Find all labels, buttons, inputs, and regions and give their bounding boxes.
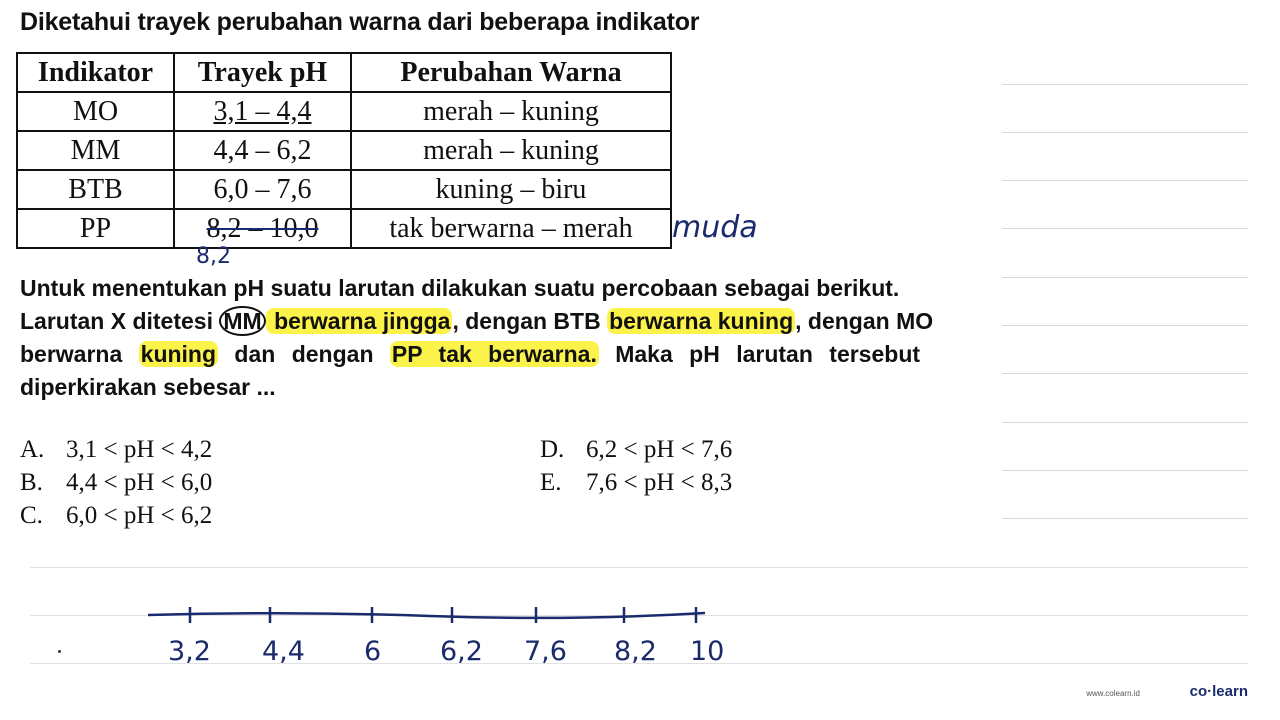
handwritten-correction: 8,2 <box>196 244 231 269</box>
option-text: 7,6 < pH < 8,3 <box>586 469 733 496</box>
number-line-label: 4,4 <box>262 636 305 667</box>
question-line <box>20 305 986 338</box>
question-text-segment: , dengan BTB <box>452 308 608 334</box>
option-key: E. <box>540 469 562 496</box>
table-cell <box>174 209 351 248</box>
brand-logo: co·learn <box>1189 683 1248 700</box>
question-text-segment: Larutan X ditetesi <box>20 308 220 334</box>
dot-mark <box>58 650 61 653</box>
number-line-label: 6,2 <box>440 636 483 667</box>
page-title: Diketahui trayek perubahan warna dari beberapa indikator <box>20 8 700 36</box>
ruled-line <box>1002 422 1248 423</box>
option-d[interactable] <box>540 436 732 464</box>
highlighted-text: kuning <box>140 341 217 367</box>
question-text-segment: , dengan MO <box>795 308 934 334</box>
ruled-line <box>1002 228 1248 229</box>
cell-text: 3,1 – 4,4 <box>213 95 312 127</box>
cell-text: merah – kuning <box>423 95 599 127</box>
number-line <box>140 600 720 630</box>
table-cell: tak berwarna – merah <box>351 209 671 248</box>
option-key: B. <box>20 469 43 496</box>
question-line <box>20 272 986 305</box>
option-key: A. <box>20 436 45 463</box>
table-cell <box>351 92 671 131</box>
number-line-label: 6 <box>364 636 382 667</box>
highlighted-text: berwarna jingga <box>267 308 451 334</box>
ruled-line <box>1002 277 1248 278</box>
question-text <box>20 272 986 404</box>
option-e[interactable] <box>540 469 732 497</box>
table-cell: BTB <box>17 170 174 209</box>
column-header: Indikator <box>17 53 174 92</box>
highlighted-text: berwarna kuning <box>609 308 794 334</box>
table-row <box>17 170 671 209</box>
column-header: Trayek pH <box>174 53 351 92</box>
table-cell <box>174 92 351 131</box>
brand-url: www.colearn.id <box>1086 689 1140 698</box>
table-cell: MO <box>17 92 174 131</box>
option-text: 4,4 < pH < 6,0 <box>66 469 213 496</box>
question-text-segment: dan dengan <box>218 341 390 367</box>
question-text-segment: Maka pH larutan tersebut <box>598 341 921 367</box>
number-line-label: 8,2 <box>614 636 657 667</box>
ruled-line <box>1002 518 1248 519</box>
number-line-axis <box>148 613 705 618</box>
number-line-label: 3,2 <box>168 636 211 667</box>
table-cell: PP <box>17 209 174 248</box>
table-cell: 6,0 – 7,6 <box>174 170 351 209</box>
option-a[interactable] <box>20 436 212 464</box>
table-cell: merah – kuning <box>351 131 671 170</box>
ruled-line <box>30 567 1248 568</box>
ruled-line <box>1002 470 1248 471</box>
highlighted-text: PP tak berwarna. <box>391 341 597 367</box>
ruled-line <box>1002 373 1248 374</box>
option-text: 3,1 < pH < 4,2 <box>66 436 213 463</box>
table-cell: 4,4 – 6,2 <box>174 131 351 170</box>
table-cell: MM <box>17 131 174 170</box>
ruled-line <box>1002 84 1248 85</box>
number-line-label: 10 <box>690 636 725 667</box>
question-line <box>20 371 986 404</box>
option-b[interactable] <box>20 469 212 497</box>
number-line-label: 7,6 <box>524 636 567 667</box>
question-line-text: diperkirakan sebesar ... <box>20 374 276 400</box>
indicator-table <box>16 52 672 249</box>
option-key: D. <box>540 436 565 463</box>
option-text: 6,2 < pH < 7,6 <box>586 436 733 463</box>
table-row <box>17 131 671 170</box>
ruled-line <box>1002 132 1248 133</box>
table-cell: kuning – biru <box>351 170 671 209</box>
question-line <box>20 338 986 371</box>
option-text: 6,0 < pH < 6,2 <box>66 502 213 529</box>
cell-text: 8,2 – 10,0 <box>206 212 319 244</box>
question-line-text: Untuk menentukan pH suatu larutan dilakukan suatu percobaan sebagai berikut. <box>20 275 900 301</box>
question-text-segment: berwarna <box>20 341 139 367</box>
column-header: Perubahan Warna <box>351 53 671 92</box>
option-c[interactable] <box>20 502 212 530</box>
circled-mm: MM <box>219 306 265 336</box>
ruled-line <box>1002 325 1248 326</box>
option-key: C. <box>20 502 43 529</box>
table-row <box>17 92 671 131</box>
table-row <box>17 209 671 248</box>
handwritten-muda: muda <box>672 210 758 245</box>
table-header-row <box>17 53 671 92</box>
ruled-line <box>1002 180 1248 181</box>
